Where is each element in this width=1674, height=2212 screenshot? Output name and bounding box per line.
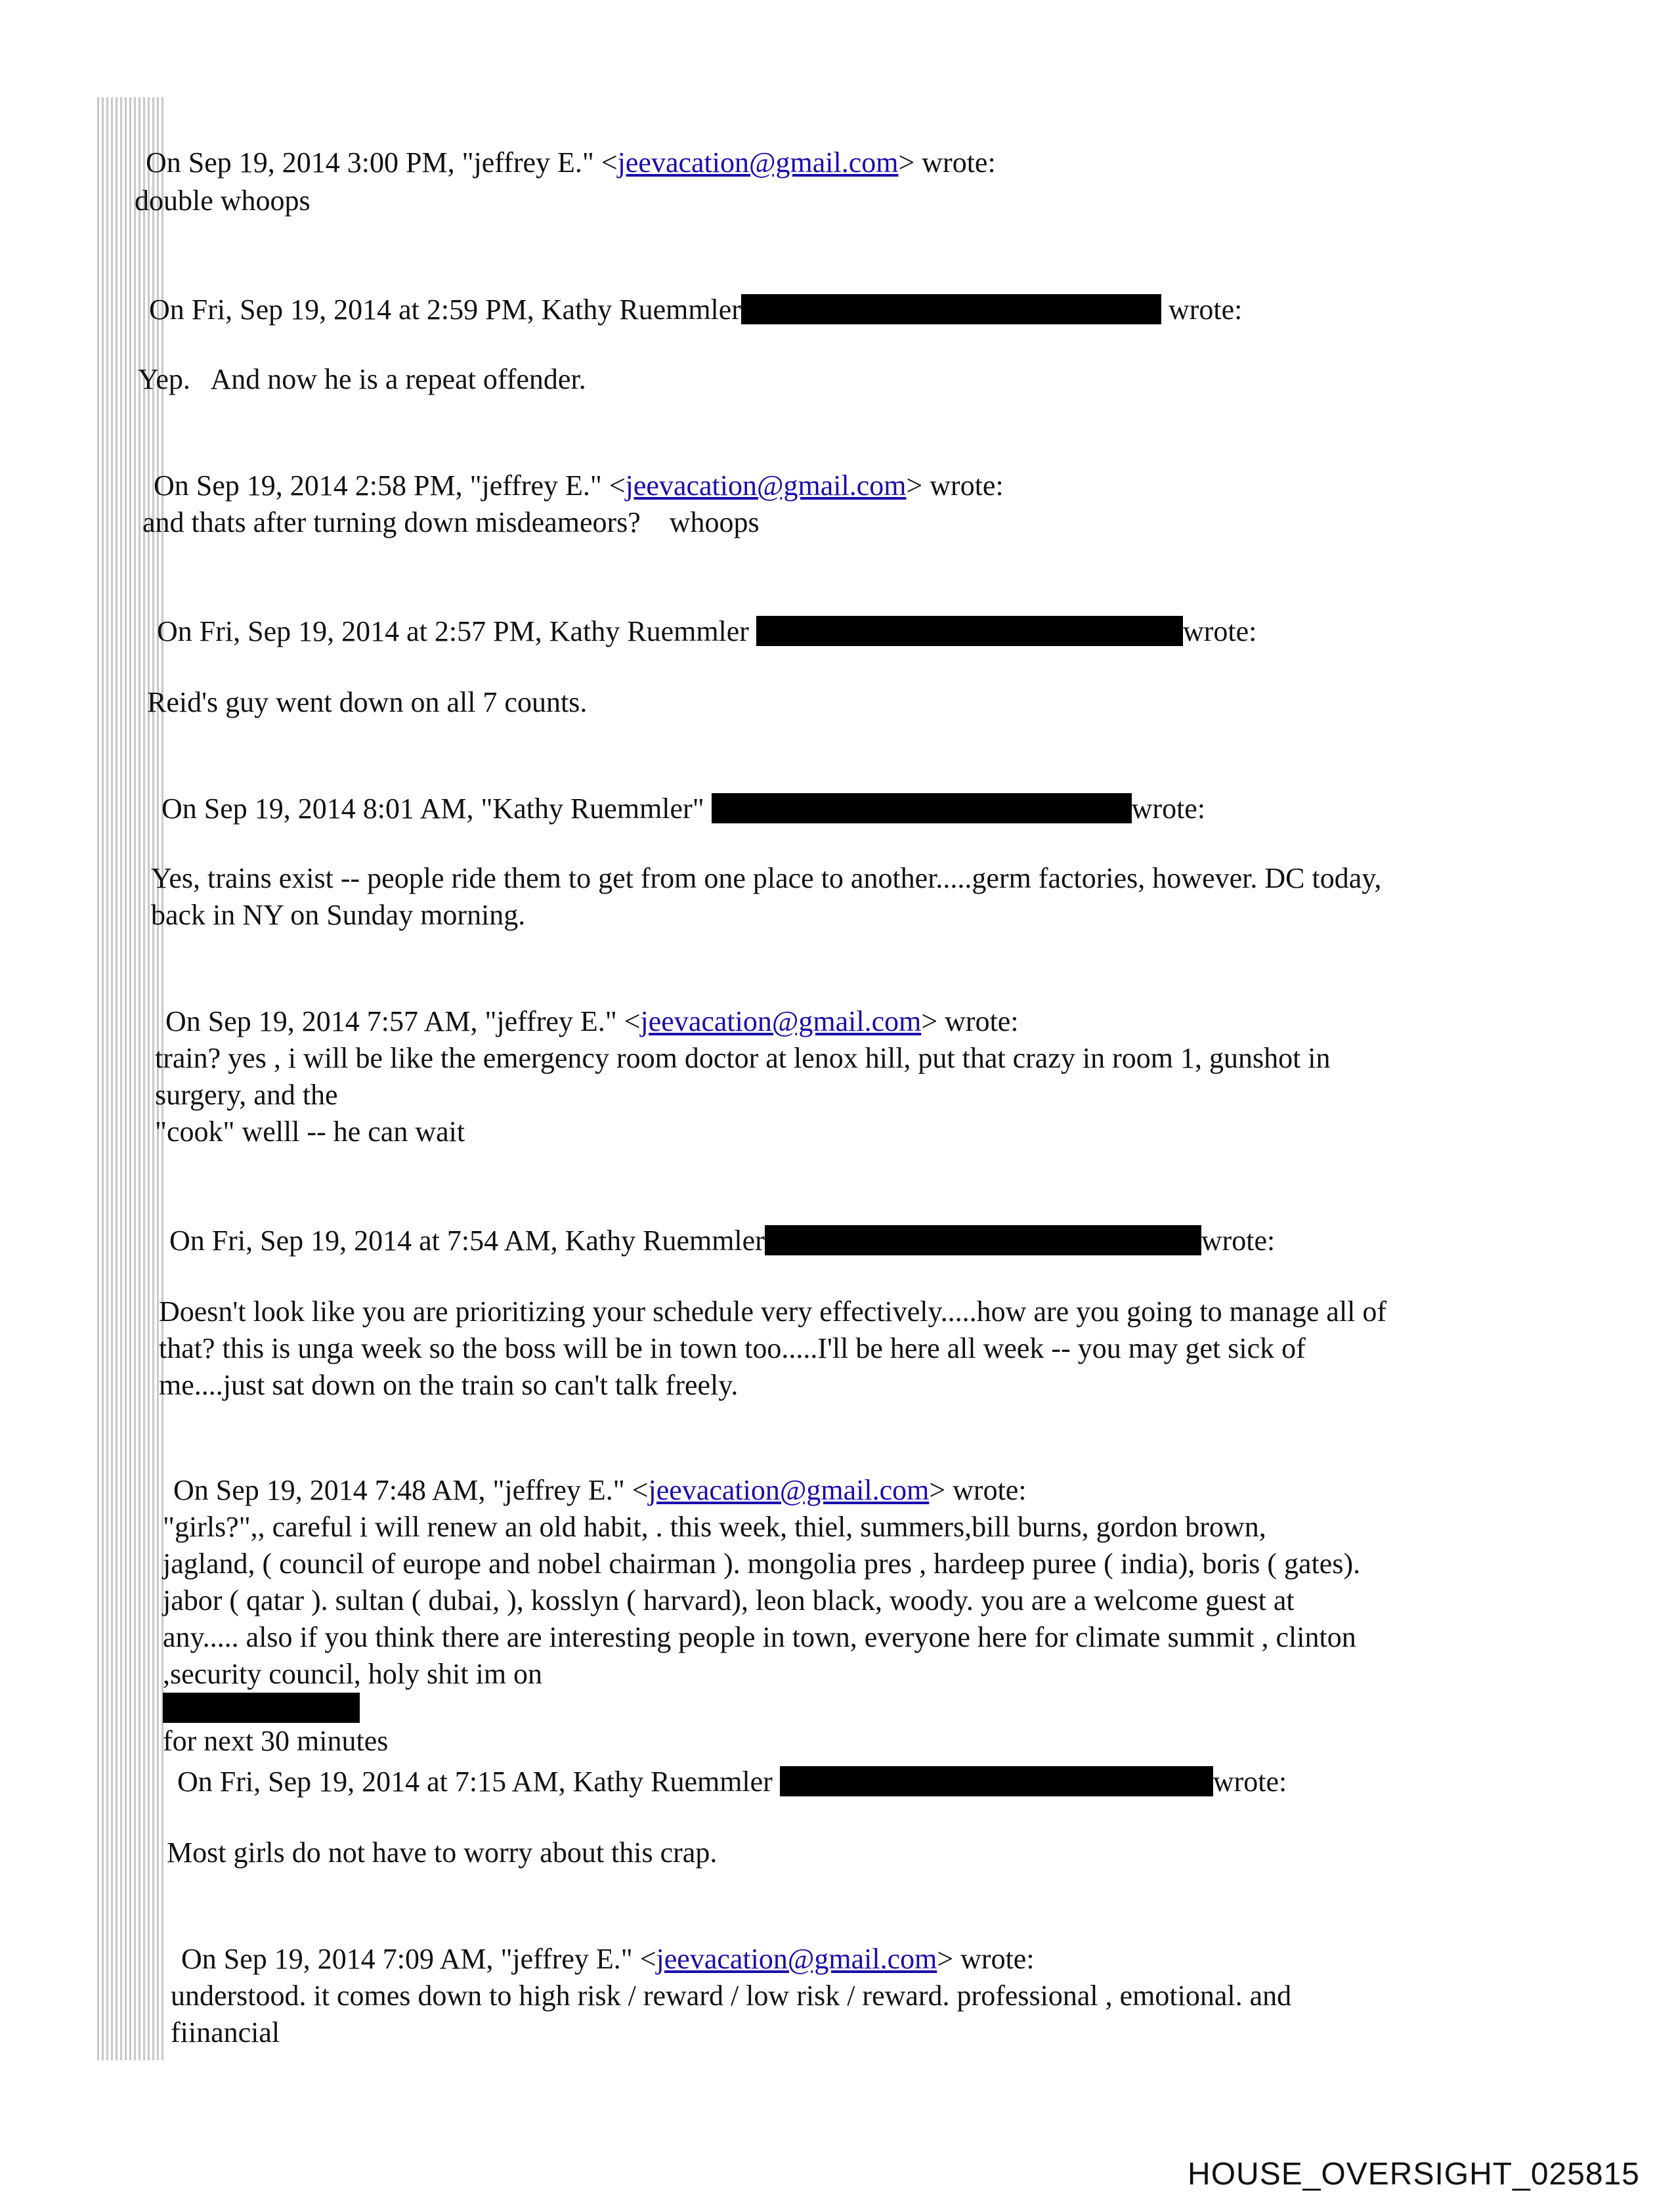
redaction-block [741, 294, 1161, 324]
email-body [151, 860, 1621, 934]
header-tail: > wrote: [921, 1005, 1019, 1037]
email-link[interactable]: jeevacation@gmail.com [617, 146, 899, 179]
email-link[interactable]: jeevacation@gmail.com [625, 469, 907, 502]
header-tail: wrote: [1161, 293, 1243, 326]
header-text: On Sep 19, 2014 8:01 AM, "Kathy Ruemmler" [161, 792, 712, 825]
header-text: On Fri, Sep 19, 2014 at 2:57 PM, Kathy Ruemmler [157, 615, 756, 647]
header-tail: wrote: [1131, 792, 1206, 825]
email-header [167, 1904, 1035, 1978]
redaction-block [765, 1225, 1201, 1255]
bates-number: HOUSE_OVERSIGHT_025815 [1188, 2157, 1640, 2192]
header-tail: wrote: [1201, 1225, 1276, 1257]
email-body: double whoops [135, 184, 311, 217]
email-body [171, 1978, 1641, 2051]
header-tail: > wrote: [929, 1474, 1027, 1506]
header-tail: > wrote: [898, 146, 996, 179]
email-header [147, 754, 1205, 827]
email-link[interactable]: jeevacation@gmail.com [656, 1943, 937, 1975]
email-link[interactable]: jeevacation@gmail.com [640, 1005, 922, 1037]
header-text: On Fri, Sep 19, 2014 at 7:54 AM, Kathy Ruemmler [169, 1225, 765, 1257]
header-text: On Sep 19, 2014 7:09 AM, "jeffrey E." < [181, 1943, 656, 1975]
email-header [155, 1186, 1275, 1259]
body-line: surgery, and the [155, 1079, 338, 1111]
email-header [139, 431, 1004, 504]
body-line: Yes, trains exist -- people ride them to get from one place to another.....germ factories, however. DC today, [151, 862, 1382, 894]
header-tail: wrote: [1182, 615, 1257, 647]
email-header [135, 255, 1242, 328]
email-body: and thats after turning down misdeameors? whoops [142, 506, 760, 538]
email-body [159, 1293, 1629, 1404]
body-line: jabor ( qatar ). sultan ( dubai, ), kosslyn ( harvard), leon black, woody. you are a welcome guest at [163, 1584, 1295, 1616]
body-line-tail: for next 30 minutes [163, 1725, 389, 1757]
header-tail: wrote: [1213, 1766, 1287, 1798]
email-body: Yep. And now he is a repeat offender. [138, 363, 586, 395]
body-line: back in NY on Sunday morning. [151, 899, 526, 931]
body-line: understood. it comes down to high risk / reward / low risk / reward. professional , emotional. and [171, 1980, 1292, 2012]
email-header [142, 576, 1256, 650]
body-line: "girls?",, careful i will renew an old habit, . this week, thiel, summers,bill burns, gordon brown, [163, 1511, 1266, 1543]
body-line: that? this is unga week so the boss will be in town too.....I'll be here all week -- you may get sick of [159, 1332, 1306, 1364]
email-link[interactable]: jeevacation@gmail.com [648, 1474, 930, 1506]
body-line: jagland, ( council of europe and nobel chairman ). mongolia pres , hardeep puree ( india), boris ( gates). [163, 1548, 1361, 1580]
redaction-block [163, 1693, 360, 1723]
header-tail: > wrote: [937, 1943, 1035, 1975]
email-header [131, 108, 996, 181]
email-body [163, 1509, 1633, 1760]
email-body: Reid's guy went down on all 7 counts. [147, 686, 588, 718]
email-header [163, 1727, 1287, 1800]
header-text: On Fri, Sep 19, 2014 at 2:59 PM, Kathy Ruemmler [149, 293, 741, 326]
header-text: On Sep 19, 2014 3:00 PM, "jeffrey E." < [146, 146, 618, 179]
body-line: any..... also if you think there are interesting people in town, everyone here for climate summit , clinton [163, 1621, 1356, 1653]
header-text: On Sep 19, 2014 7:48 AM, "jeffrey E." < [173, 1474, 649, 1506]
email-header [151, 966, 1019, 1040]
body-line: "cook" welll -- he can wait [155, 1116, 465, 1148]
redaction-block [712, 793, 1132, 823]
body-line: Doesn't look like you are prioritizing your schedule very effectively.....how are you going to manage all of [159, 1295, 1387, 1328]
header-text: On Fri, Sep 19, 2014 at 7:15 AM, Kathy Ruemmler [177, 1766, 780, 1798]
header-text: On Sep 19, 2014 2:58 PM, "jeffrey E." < [154, 469, 626, 502]
body-line-text: ,security council, holy shit im on [163, 1658, 543, 1690]
email-body [155, 1040, 1625, 1150]
redaction-block [780, 1766, 1213, 1796]
body-line: fiinancial [171, 2016, 280, 2049]
header-text: On Sep 19, 2014 7:57 AM, "jeffrey E." < [165, 1005, 641, 1037]
body-line: me....just sat down on the train so can't talk freely. [159, 1369, 739, 1401]
body-line: train? yes , i will be like the emergency room doctor at lenox hill, put that crazy in room 1, gunshot in [155, 1042, 1331, 1074]
redaction-block [756, 616, 1183, 646]
email-body: Most girls do not have to worry about this crap. [167, 1836, 718, 1869]
email-header [159, 1435, 1027, 1509]
header-tail: > wrote: [906, 469, 1004, 502]
